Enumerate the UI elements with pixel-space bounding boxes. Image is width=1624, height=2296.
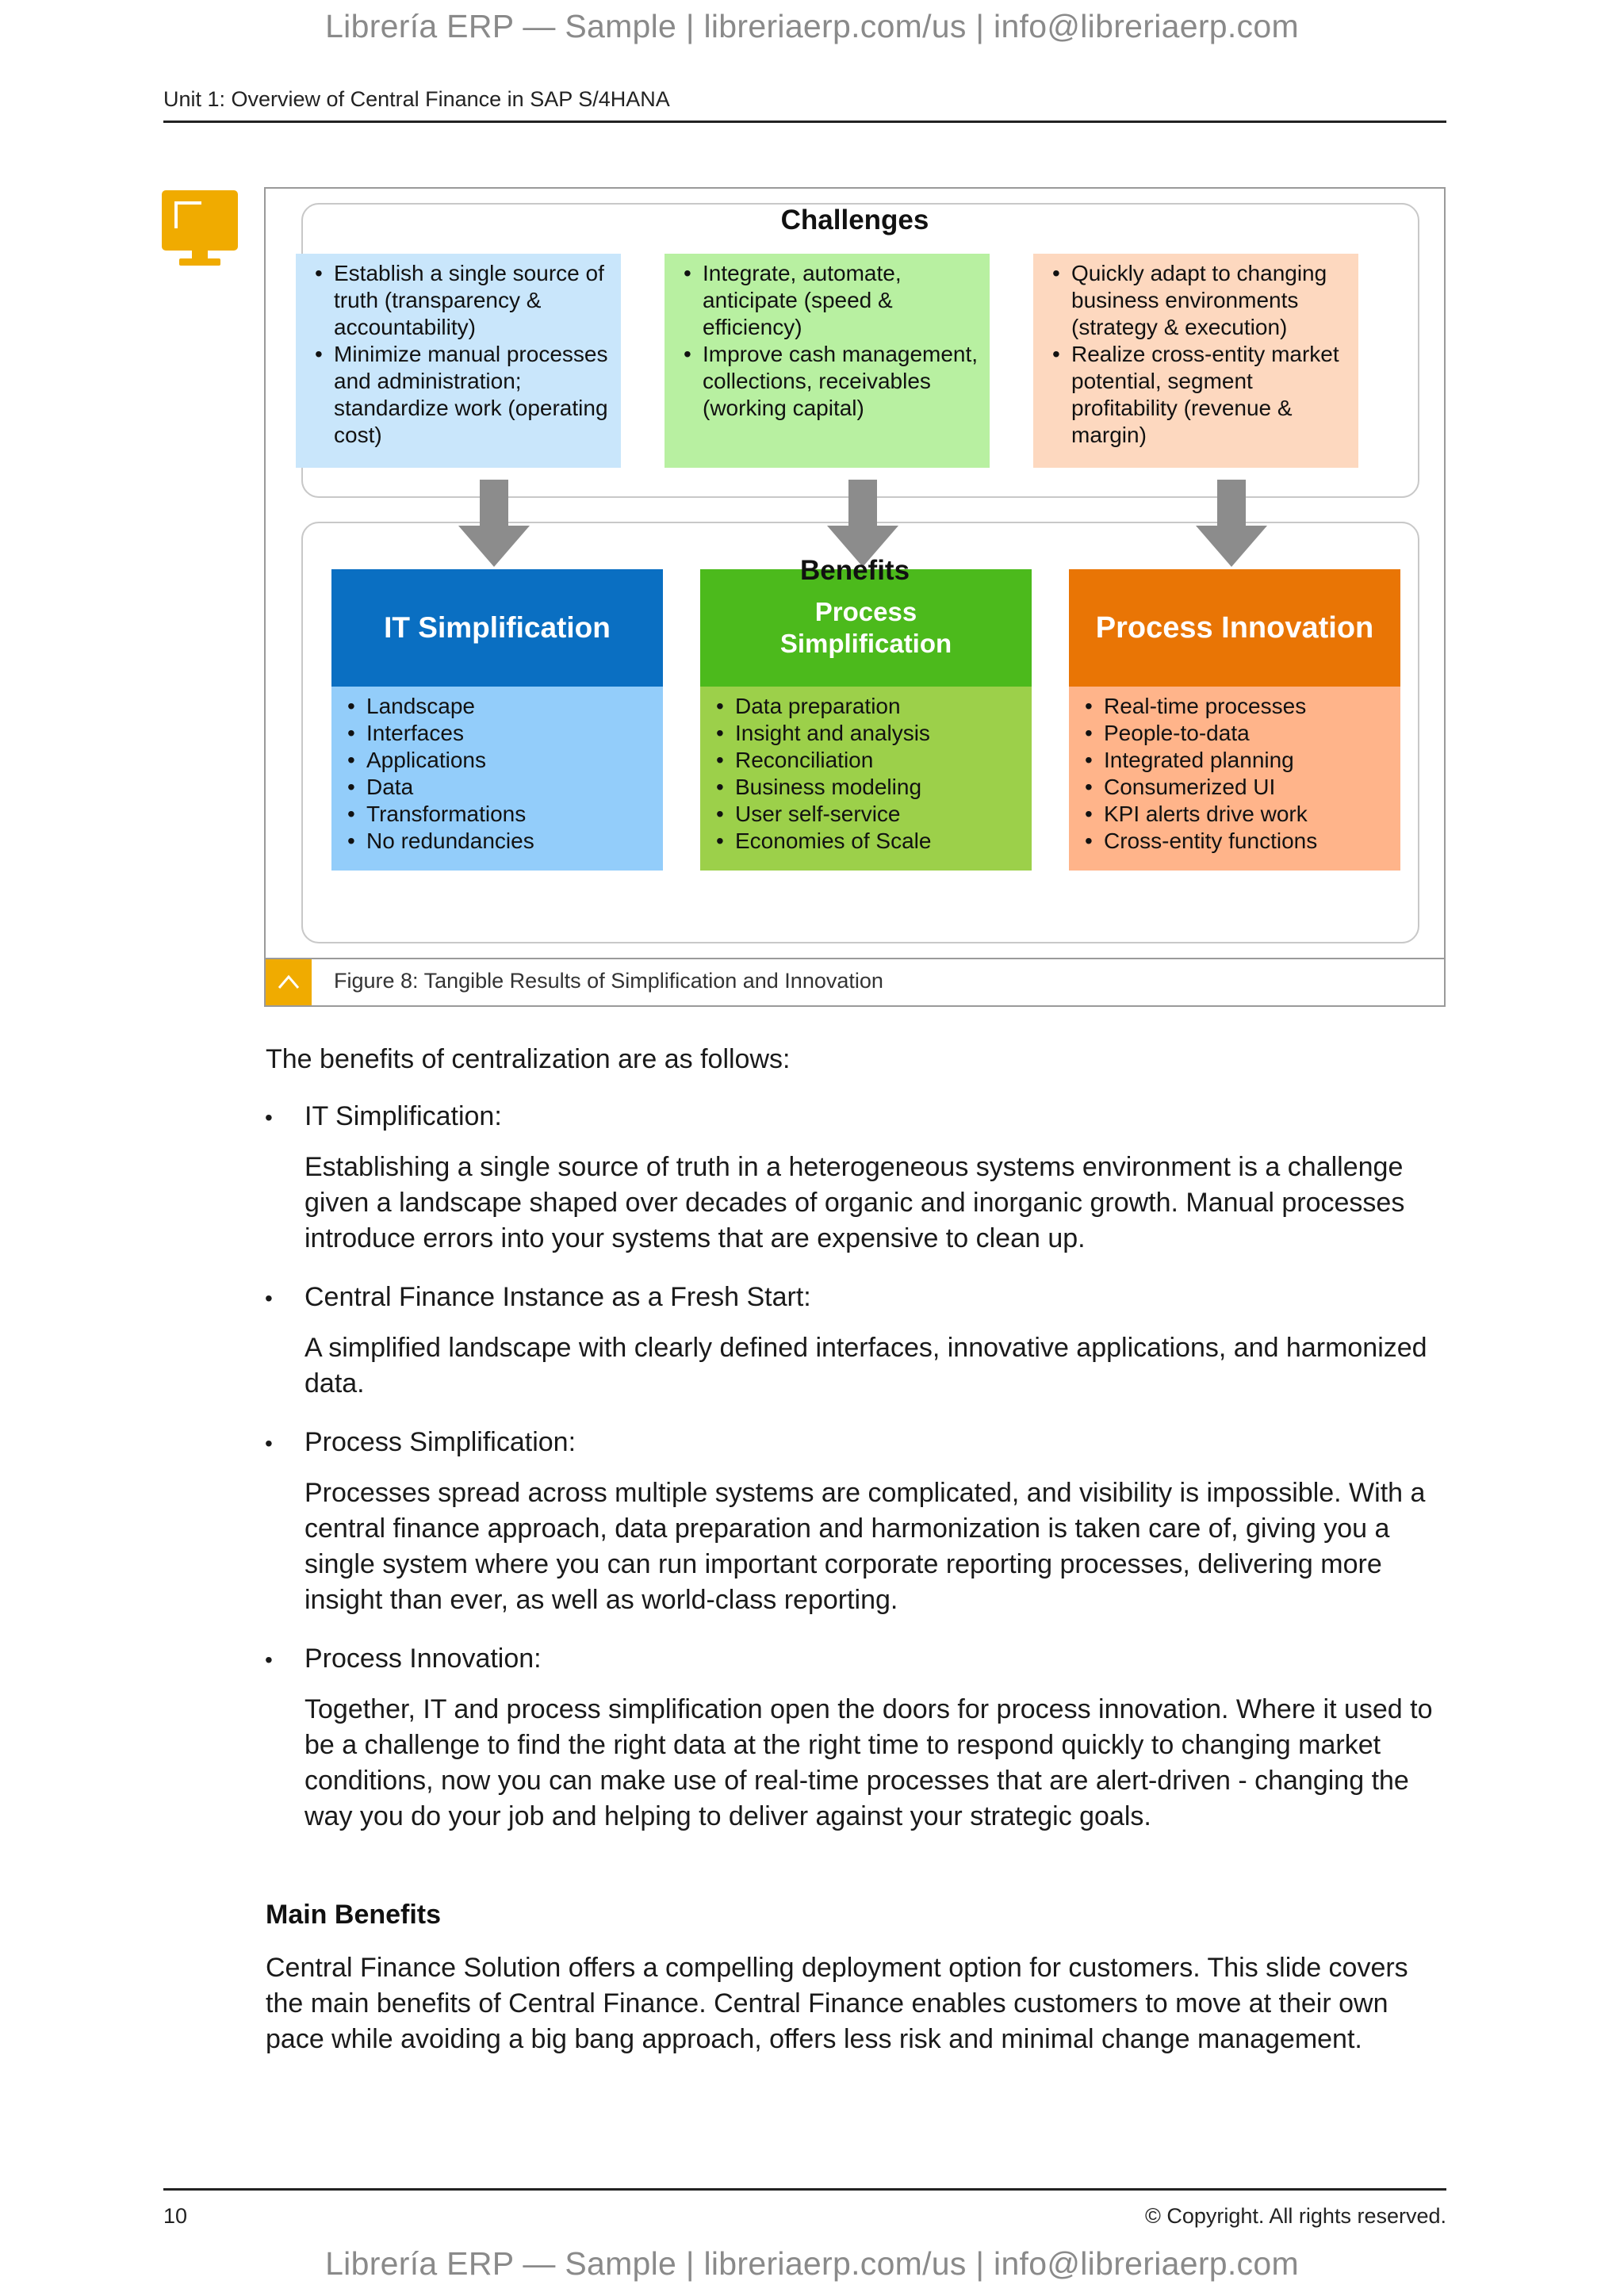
benefit-item: • User self-service: [713, 801, 1024, 828]
bullet-text: Processes spread across multiple systems are complicated, and visibility is impossible. With a central finance approach, data preparation and harmonization is taken care of, giving you a single system where you can run important corporate reporting processes, delivering more insight than ever, as well as world-class reporting.: [304, 1478, 1426, 1615]
benefit-item: • Economies of Scale: [713, 828, 1024, 855]
bullet-heading: Process Innovation:: [304, 1644, 542, 1674]
intro-text: The benefits of centralization are as follows:: [266, 1044, 791, 1074]
benefit-item: • No redundancies: [344, 828, 655, 855]
benefit-item: • Landscape: [344, 693, 655, 720]
benefit-item: • Consumerized UI: [1082, 774, 1392, 801]
collapse-figure-button[interactable]: [266, 959, 312, 1005]
challenge-box-innovation: [1033, 254, 1358, 468]
benefit-header-it: IT Simplification: [331, 569, 663, 687]
bullet-dot: •: [265, 1647, 273, 1672]
bullet-text: Establishing a single source of truth in a heterogeneous systems environment is a challenge given a landscape shaped over decades of organic and inorganic growth. Manual processes introduce errors into your systems that are expensive to clean up.: [304, 1152, 1405, 1253]
benefit-item: • Integrated planning: [1082, 747, 1392, 774]
challenge-item: • Realize cross-entity market potential, segment profitability (revenue & margin): [1049, 341, 1347, 449]
benefit-item: • Cross-entity functions: [1082, 828, 1392, 855]
bullet-text: Together, IT and process simplification open the doors for process innovation. Where it used to be a challenge to find the right data at the right time to respond quickly to changing market conditions, now you can make use of real-time processes that are alert-driven - changing the way you do your job and helping to deliver against your strategic goals.: [304, 1694, 1433, 1831]
chevron-up-icon: [277, 972, 301, 991]
watermark-bottom: Librería ERP — Sample | libreriaerp.com/us | info@libreriaerp.com: [325, 2245, 1299, 2282]
main-benefits-text: Central Finance Solution offers a compelling deployment option for customers. This slide covers the main benefits of Central Finance. Central Finance enables customers to move at their own pace while avoiding a big bang approach, offers less risk and minimal change management.: [266, 1953, 1408, 2054]
challenge-item: • Integrate, automate, anticipate (speed & efficiency): [680, 260, 979, 341]
benefit-item: • Applications: [344, 747, 655, 774]
benefit-header-process: [700, 569, 1032, 687]
main-benefits-heading: Main Benefits: [266, 1900, 442, 1930]
figure: [264, 187, 1446, 1007]
down-arrow-icon: [827, 480, 898, 567]
benefit-box-it: [331, 687, 663, 871]
benefit-item: • Interfaces: [344, 720, 655, 747]
benefits-title: Benefits: [799, 555, 910, 586]
bullet-dot: •: [265, 1105, 273, 1130]
challenge-item: • Minimize manual processes and administration; standardize work (operating cost): [312, 341, 610, 449]
footer-rule: [163, 2188, 1446, 2191]
benefit-item: • Transformations: [344, 801, 655, 828]
copyright: © Copyright. All rights reserved.: [1144, 2204, 1446, 2228]
benefit-item: • Insight and analysis: [713, 720, 1024, 747]
bullet-dot: •: [265, 1286, 273, 1311]
monitor-icon: [162, 190, 238, 266]
benefit-box-process: [700, 687, 1032, 871]
header-rule: [163, 121, 1446, 123]
watermark-top: Librería ERP — Sample | libreriaerp.com/us | info@libreriaerp.com: [325, 8, 1299, 44]
benefit-item: • Data preparation: [713, 693, 1024, 720]
benefit-item: • Reconciliation: [713, 747, 1024, 774]
challenge-box-process: [665, 254, 990, 468]
challenge-box-it: [296, 254, 621, 468]
page-number: 10: [163, 2204, 188, 2228]
benefit-item: • Business modeling: [713, 774, 1024, 801]
benefit-box-innovation: [1069, 687, 1400, 871]
benefit-item: • KPI alerts drive work: [1082, 801, 1392, 828]
bullet-heading: Process Simplification:: [304, 1427, 576, 1457]
benefit-item: • People-to-data: [1082, 720, 1392, 747]
benefit-item: • Real-time processes: [1082, 693, 1392, 720]
benefit-item: • Data: [344, 774, 655, 801]
bullet-heading: Central Finance Instance as a Fresh Start:: [304, 1282, 811, 1312]
bullet-heading: IT Simplification:: [304, 1101, 502, 1131]
down-arrow-icon: [458, 480, 530, 567]
figure-caption-bar: [266, 958, 1444, 1005]
down-arrow-icon: [1196, 480, 1267, 567]
bullet-text: A simplified landscape with clearly defined interfaces, innovative applications, and harmonized data.: [304, 1333, 1427, 1399]
figure-caption: Figure 8: Tangible Results of Simplification and Innovation: [334, 969, 883, 993]
challenge-item: • Quickly adapt to changing business environments (strategy & execution): [1049, 260, 1347, 341]
bullet-dot: •: [265, 1431, 273, 1456]
challenge-item: • Improve cash management, collections, receivables (working capital): [680, 341, 979, 422]
challenges-title: Challenges: [780, 205, 929, 235]
benefit-header-process-label: Process Simplification: [779, 597, 952, 658]
running-head: Unit 1: Overview of Central Finance in SAP S/4HANA: [163, 87, 670, 111]
benefit-header-innovation: Process Innovation: [1069, 569, 1400, 687]
challenge-item: • Establish a single source of truth (transparency & accountability): [312, 260, 610, 341]
